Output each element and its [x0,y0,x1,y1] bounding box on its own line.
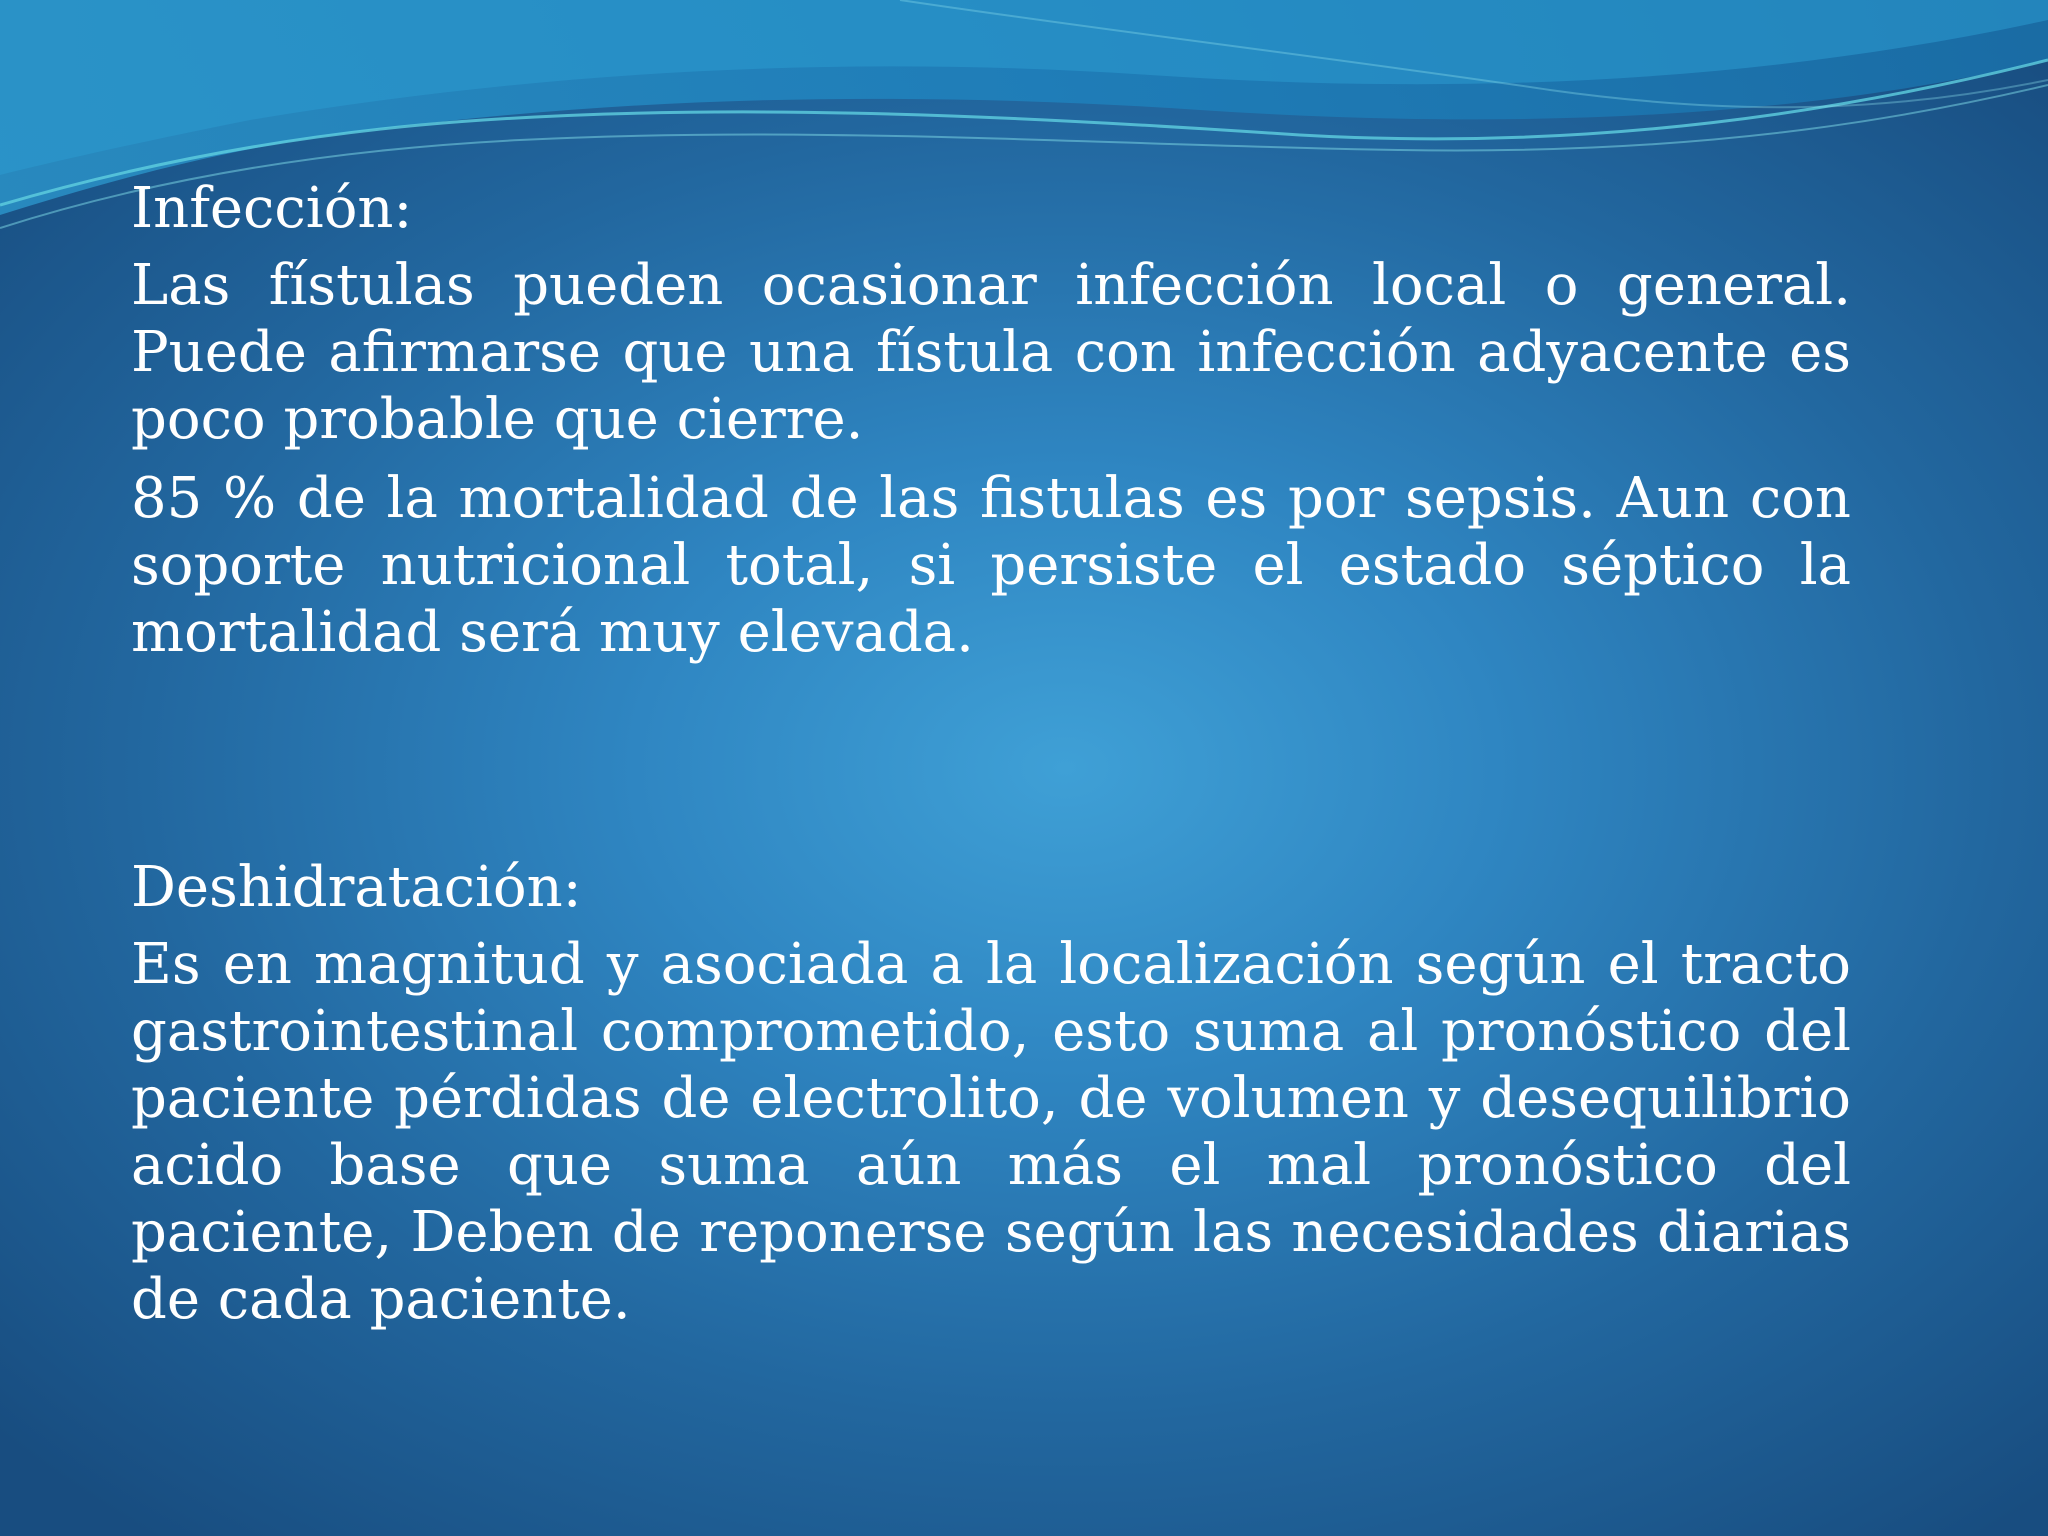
section-heading-dehydration: Deshidratación: [131,855,582,920]
infection-paragraph-2: 85 % de la mortalidad de las fistulas es por sepsis. Aun con soporte nutricional total, si persiste el estado séptico la mortalidad será muy elevada. [131,466,1851,665]
infection-paragraph-1: Las fístulas pueden ocasionar infección local o general. Puede afirmarse que una fístula con infección adyacente es poco probable que cierre. [131,253,1851,452]
dehydration-paragraph: Es en magnitud y asociada a la localización según el tracto gastrointestinal comprometido, esto suma al pronóstico del paciente pérdidas de electrolito, de volumen y desequilibrio acido base que suma aún más el mal pronóstico del paciente, Deben de reponerse según las necesidades diarias de cada paciente. [131,932,1851,1332]
section-heading-infection: Infección: [131,176,413,241]
slide-body [131,175,1851,1333]
